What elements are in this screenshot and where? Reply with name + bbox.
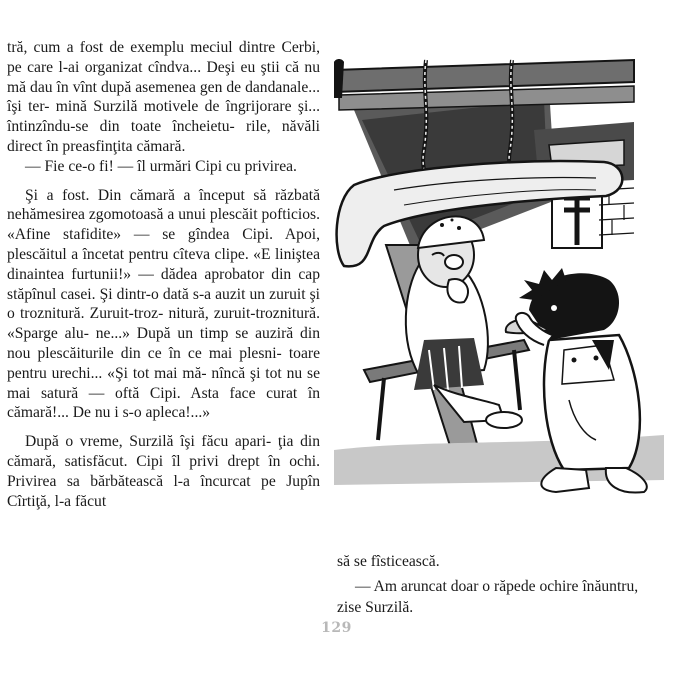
text-line: privirea. [244, 157, 297, 175]
paragraph-dialogue [337, 576, 657, 618]
left-text-column [7, 38, 320, 511]
text-line: drept în ochi. Privirea sa bărbătească [7, 452, 320, 490]
paragraph-narration [7, 432, 320, 511]
text-line: — Fie ce-o fi! — îl urmări Cipi cu [25, 157, 245, 175]
text-line: Şi a fost. Din cămară a început să [25, 186, 275, 204]
text-line: ne...» După un timp se auziră din nou [7, 325, 320, 362]
text-line: nu i s-o apleca!...» [94, 404, 211, 422]
text-line: După o vreme, Surzilă îşi făcu apari- [25, 433, 278, 451]
paragraph-continuation [7, 38, 320, 157]
text-line: plescăit pofticios. «Afine stafidite» — [7, 206, 320, 244]
illustration [334, 40, 664, 540]
text-line: Cipi. Asta face curat în cămară!... De [7, 384, 320, 422]
text-line: să se fîsticească. [337, 553, 440, 570]
text-line: ţia din cămară, satisfăcut. Cipi îl privi [7, 433, 320, 470]
text-line: furtunii!» — dădea aprobator din cap [71, 265, 320, 283]
paragraph-dialogue [7, 157, 320, 177]
text-line: toare pentru urechi... «Şi tot mai mă- [7, 344, 320, 382]
text-line: un zuruit şi o troznitură. Zuruit-troz- [7, 285, 320, 323]
paragraph-narration [7, 186, 320, 424]
text-line: răzbată nehămesirea zgomotoasă a unui [7, 186, 320, 224]
page-number: 129 [321, 620, 352, 636]
text-line: asemenea gen de dandanale... îşi ter- [7, 78, 320, 116]
text-line: Deşi eu ştii că nu mă dau în vînt după [7, 58, 320, 96]
text-line: plescăiturile din ce în ce mai plesni- [37, 344, 289, 362]
text-line: tră, cum a fost de exemplu meciul dintre [7, 39, 282, 56]
text-line: stăpînul casei. Şi dintr-o dată s-a auzit [7, 285, 250, 303]
text-line: înăuntru, zise Surzilă. [337, 578, 639, 616]
text-line: l-a încurcat pe Jupîn Cîrtiţă, l-a făcut [7, 472, 320, 510]
dwarf-sitting [406, 216, 522, 428]
text-line: nîncă şi tot nu se mai satură — oftă [7, 364, 320, 402]
text-line: şi... întinzîndu-se din toate încheietu- [7, 98, 321, 136]
right-text-column [337, 551, 657, 618]
text-line: nitură, zuruit-troznitură. «Sparge alu- [7, 305, 320, 343]
text-line: se gîndea Cipi. Apoi, plescăitul a încetat [7, 226, 320, 263]
text-line: — Am aruncat doar o răpede ochire [355, 578, 583, 595]
text-line: pentru cîteva clipe. «E liniştea dinaintea [7, 245, 320, 283]
paragraph-continuation [337, 551, 657, 572]
text-line: rile, năvăli direct în preasfinţita cămară. [7, 118, 320, 155]
text-line: mină Surzilă motivele de îngrijorare [55, 98, 298, 116]
text-line: Cerbi, pe care l-ai organizat cîndva... [7, 39, 320, 76]
